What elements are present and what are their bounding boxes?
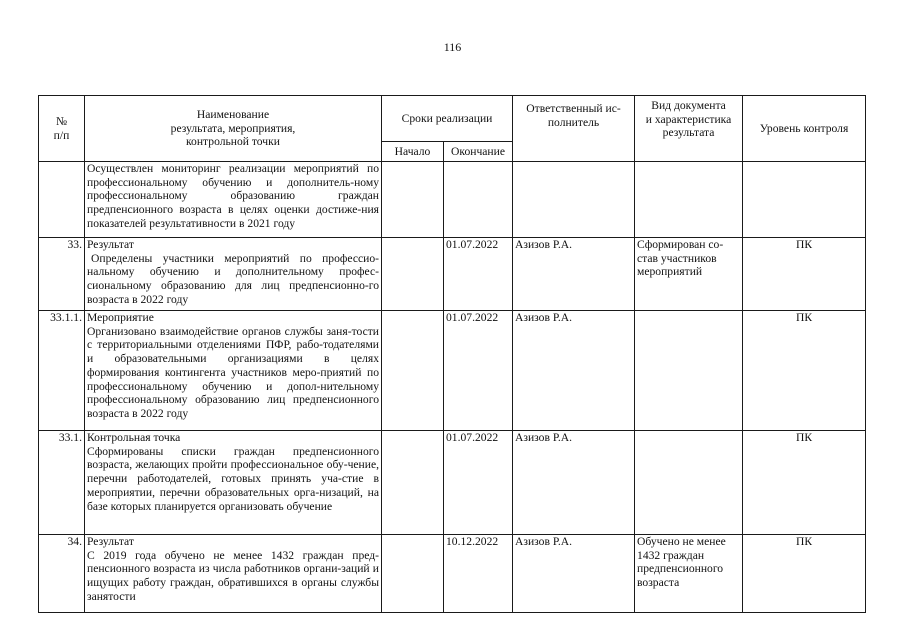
row-start xyxy=(382,162,444,238)
row-description xyxy=(85,238,382,311)
row-end: 01.07.2022 xyxy=(444,431,513,535)
row-start xyxy=(382,535,444,613)
row-end: 01.07.2022 xyxy=(444,238,513,311)
row-start xyxy=(382,238,444,311)
row-kind: Результат xyxy=(87,238,134,251)
table-row xyxy=(39,311,866,431)
row-level: ПК xyxy=(743,311,866,431)
row-responsible: Азизов Р.А. xyxy=(513,431,635,535)
header-num: № п/п xyxy=(39,96,85,162)
table-row xyxy=(39,238,866,311)
row-responsible: Азизов Р.А. xyxy=(513,535,635,613)
row-description xyxy=(85,162,382,238)
row-text: Определены участники мероприятий по профессио-нальному обучению и дополнительному профес-сиональному образованию для лиц предпенсионно-го возраста в 2022 году xyxy=(87,251,379,306)
table-row xyxy=(39,162,866,238)
header-doc-type: Вид документа и характеристика результата xyxy=(635,96,743,162)
header-start: Начало xyxy=(382,142,444,162)
row-responsible xyxy=(513,162,635,238)
row-text: Осуществлен мониторинг реализации мероприятий по профессиональному обучению и дополнитель-ному профессиональному образованию граждан предпенсионного возраста в целях оценки достиже-ния показателей результативности в 2021 году xyxy=(87,162,379,230)
row-num: 33. xyxy=(39,238,85,311)
row-start xyxy=(382,311,444,431)
row-kind: Мероприятие xyxy=(87,311,154,324)
row-text: Сформированы списки граждан предпенсионного возраста, желающих пройти профессиональное обу-чение, перечни работодателей, готовых принять уча-стие в мероприятии, перечни образовательных орга-низаций, на базе которых планируется организовать обучение xyxy=(87,444,379,513)
table-row xyxy=(39,431,866,535)
row-level: ПК xyxy=(743,535,866,613)
row-description xyxy=(85,431,382,535)
row-num: 34. xyxy=(39,535,85,613)
row-level: ПК xyxy=(743,431,866,535)
row-doc xyxy=(635,162,743,238)
row-kind: Контрольная точка xyxy=(87,431,181,444)
table-header xyxy=(39,96,866,162)
row-responsible: Азизов Р.А. xyxy=(513,238,635,311)
row-kind: Результат xyxy=(87,535,134,548)
row-end: 10.12.2022 xyxy=(444,535,513,613)
row-description xyxy=(85,311,382,431)
header-deadlines: Сроки реализации xyxy=(382,96,513,142)
plan-table xyxy=(38,95,866,613)
page-number: 116 xyxy=(443,40,462,54)
row-doc: Обучено не менее 1432 граждан предпенсионного возраста xyxy=(635,535,743,613)
header-end: Окончание xyxy=(444,142,513,162)
row-doc xyxy=(635,431,743,535)
row-text: Организовано взаимодействие органов службы заня-тости с территориальными отделениями ПФР, рабо-тодателями и образовательными организациями в целях формирования контингента участников меро-приятий по профессиональному обучению и допол-нительному профессиональному образованию лиц предпенсионного возраста в 2022 году xyxy=(87,324,379,420)
row-responsible: Азизов Р.А. xyxy=(513,311,635,431)
row-end: 01.07.2022 xyxy=(444,311,513,431)
row-num: 33.1.1. xyxy=(39,311,85,431)
row-level xyxy=(743,162,866,238)
row-doc xyxy=(635,311,743,431)
row-num: 33.1. xyxy=(39,431,85,535)
row-description xyxy=(85,535,382,613)
header-control-level: Уровень контроля xyxy=(743,96,866,162)
row-num xyxy=(39,162,85,238)
table-row xyxy=(39,535,866,613)
row-start xyxy=(382,431,444,535)
row-doc: Сформирован со-став участников мероприятий xyxy=(635,238,743,311)
header-responsible: Ответственный ис- полнитель xyxy=(513,96,635,162)
row-text: С 2019 года обучено не менее 1432 граждан пред-пенсионного возраста из числа работников органи-заций и ищущих работу граждан, обратившихся в органы службы занятости xyxy=(87,548,379,603)
header-name: Наименование результата, мероприятия, контрольной точки xyxy=(85,96,382,162)
row-level: ПК xyxy=(743,238,866,311)
row-end xyxy=(444,162,513,238)
